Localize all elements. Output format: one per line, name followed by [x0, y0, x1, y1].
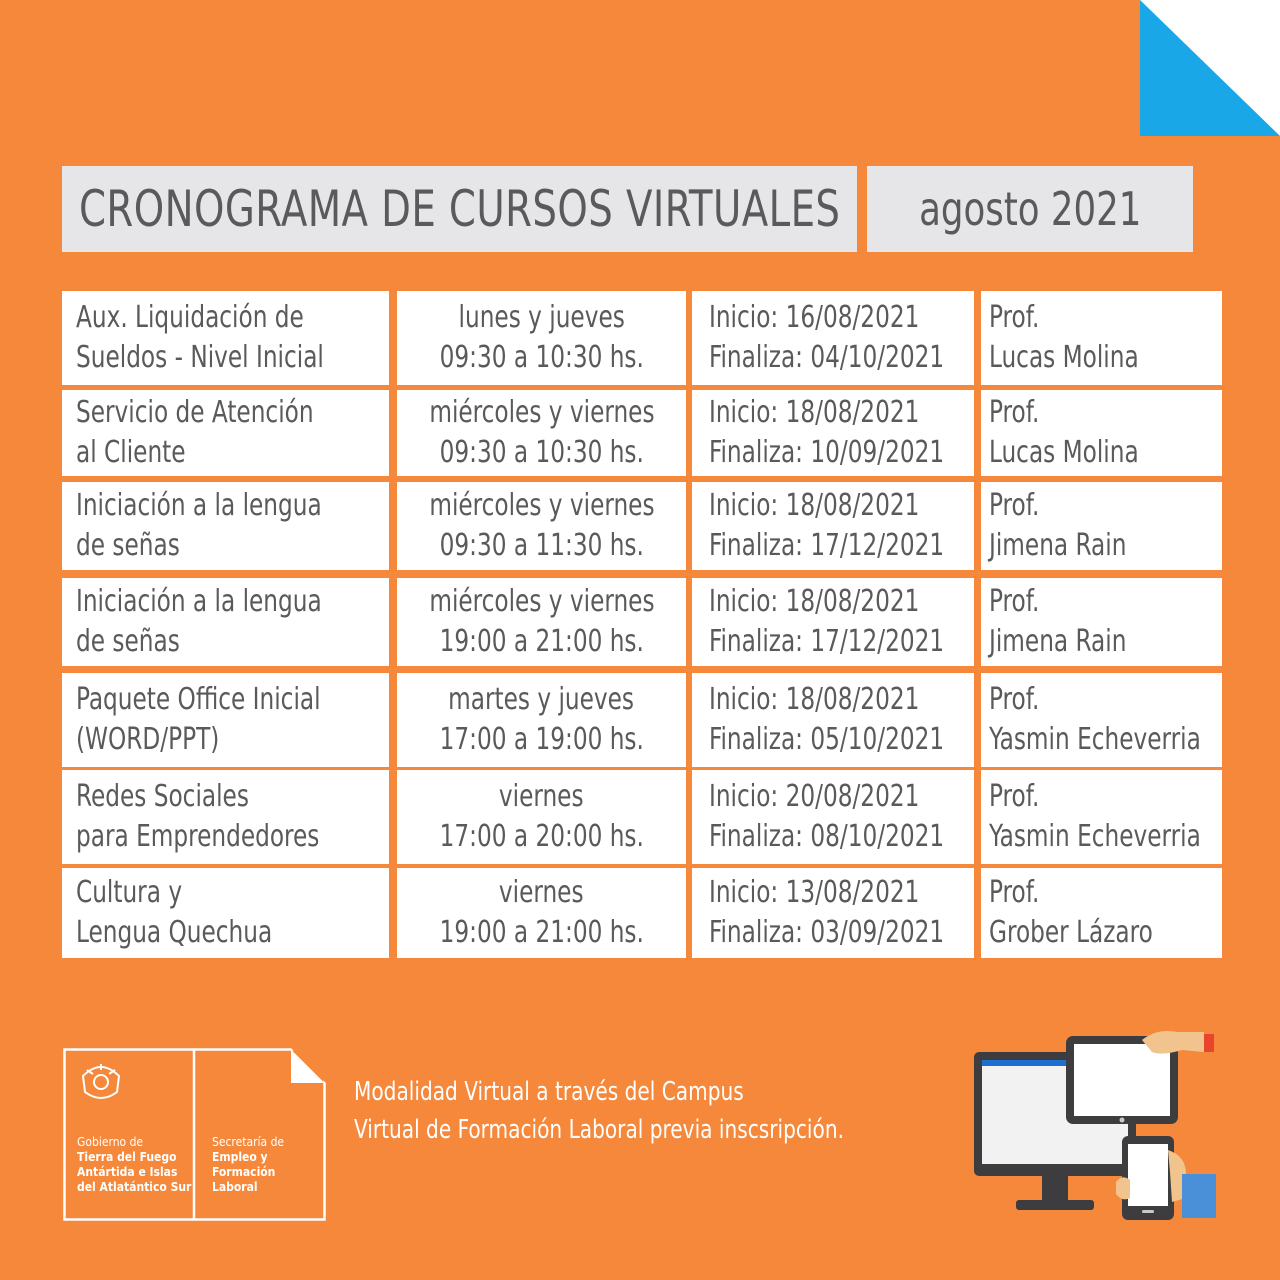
- schedule-cell: [397, 770, 686, 864]
- dates-cell-line: Inicio: 18/08/2021: [709, 584, 920, 619]
- schedule-cell-line: martes y jueves: [448, 682, 635, 717]
- teacher-cell-line: Yasmin Echeverria: [989, 722, 1201, 757]
- schedule-cell-line: 19:00 a 21:00 hs.: [439, 624, 644, 659]
- table-row: [62, 482, 1222, 570]
- teacher-cell: [981, 482, 1222, 570]
- schedule-cell-line: miércoles y viernes: [428, 395, 655, 430]
- course-name-cell-line: de señas: [76, 624, 180, 659]
- province-emblem-icon: [83, 1064, 119, 1098]
- dates-cell: [692, 673, 974, 767]
- dates-cell: [692, 291, 974, 385]
- dates-cell-line: Finaliza: 17/12/2021: [709, 624, 945, 659]
- teacher-cell: [981, 868, 1222, 958]
- schedule-cell-line: 09:30 a 10:30 hs.: [439, 340, 644, 375]
- teacher-cell-line: Jimena Rain: [989, 624, 1127, 659]
- teacher-cell-line: Prof.: [989, 300, 1040, 335]
- teacher-cell: [981, 578, 1222, 666]
- dates-cell: [692, 390, 974, 476]
- logo-text-right: Secretaría de Empleo y Formación Laboral: [212, 1135, 285, 1194]
- corner-fold-decoration: [1140, 0, 1280, 136]
- title-box: [62, 166, 857, 252]
- course-name-cell-line: Paquete Office Inicial: [76, 682, 321, 717]
- dates-cell: [692, 482, 974, 570]
- dates-cell-line: Finaliza: 08/10/2021: [709, 819, 945, 854]
- course-name-cell: [62, 390, 389, 476]
- schedule-cell-line: miércoles y viernes: [428, 584, 655, 619]
- teacher-cell-line: Prof.: [989, 779, 1040, 814]
- dates-cell: [692, 578, 974, 666]
- schedule-cell-line: 19:00 a 21:00 hs.: [439, 915, 644, 950]
- course-name-cell-line: Servicio de Atención: [76, 395, 314, 430]
- devices-illustration: [972, 1022, 1222, 1222]
- dates-cell-line: Finaliza: 04/10/2021: [709, 340, 945, 375]
- course-name-cell-line: Iniciación a la lengua: [76, 488, 322, 523]
- table-row: [62, 673, 1222, 767]
- dates-cell-line: Inicio: 16/08/2021: [709, 300, 920, 335]
- teacher-cell-line: Prof.: [989, 682, 1040, 717]
- teacher-cell-line: Yasmin Echeverria: [989, 819, 1201, 854]
- schedule-cell-line: 17:00 a 20:00 hs.: [439, 819, 644, 854]
- schedule-cell: [397, 291, 686, 385]
- table-row: [62, 390, 1222, 476]
- course-name-cell: [62, 868, 389, 958]
- course-name-cell-line: Aux. Liquidación de: [76, 300, 304, 335]
- teacher-cell-line: Grober Lázaro: [989, 915, 1153, 950]
- page-title: CRONOGRAMA DE CURSOS VIRTUALES: [78, 180, 841, 238]
- dates-cell-line: Inicio: 20/08/2021: [709, 779, 920, 814]
- logo-text-left: Gobierno de Tierra del Fuego Antártida e Islas del Atlatántico Sur: [77, 1135, 192, 1194]
- schedule-cell: [397, 578, 686, 666]
- course-name-cell-line: (WORD/PPT): [76, 722, 220, 757]
- schedule-cell: [397, 482, 686, 570]
- course-name-cell-line: Lengua Quechua: [76, 915, 273, 950]
- schedule-cell: [397, 868, 686, 958]
- course-name-cell: [62, 770, 389, 864]
- teacher-cell: [981, 673, 1222, 767]
- dates-cell-line: Inicio: 18/08/2021: [709, 395, 920, 430]
- modality-note: Modalidad Virtual a través del Campus Virtual de Formación Laboral previa inscsripción.: [354, 1077, 844, 1145]
- course-name-cell-line: al Cliente: [76, 435, 186, 470]
- course-name-cell: [62, 578, 389, 666]
- schedule-cell-line: miércoles y viernes: [428, 488, 655, 523]
- dates-cell-line: Finaliza: 10/09/2021: [709, 435, 945, 470]
- teacher-cell-line: Lucas Molina: [989, 340, 1139, 375]
- schedule-cell-line: viernes: [499, 779, 584, 814]
- schedule-cell: [397, 673, 686, 767]
- course-name-cell-line: Sueldos - Nivel Inicial: [76, 340, 324, 375]
- month-box: [867, 166, 1193, 252]
- teacher-cell: [981, 770, 1222, 864]
- dates-cell-line: Finaliza: 05/10/2021: [709, 722, 945, 757]
- schedule-cell-line: 09:30 a 11:30 hs.: [439, 528, 644, 563]
- dates-cell-line: Finaliza: 17/12/2021: [709, 528, 945, 563]
- schedule-cell-line: lunes y jueves: [458, 300, 625, 335]
- table-row: [62, 770, 1222, 864]
- course-name-cell-line: Cultura y: [76, 875, 183, 910]
- schedule-cell-line: 17:00 a 19:00 hs.: [439, 722, 644, 757]
- dates-cell: [692, 770, 974, 864]
- dates-cell-line: Finaliza: 03/09/2021: [709, 915, 945, 950]
- course-name-cell-line: Iniciación a la lengua: [76, 584, 322, 619]
- teacher-cell: [981, 390, 1222, 476]
- teacher-cell-line: Prof.: [989, 488, 1040, 523]
- teacher-cell: [981, 291, 1222, 385]
- teacher-cell-line: Lucas Molina: [989, 435, 1139, 470]
- table-row: [62, 868, 1222, 958]
- course-name-cell: [62, 482, 389, 570]
- course-name-cell-line: Redes Sociales: [76, 779, 249, 814]
- teacher-cell-line: Jimena Rain: [989, 528, 1127, 563]
- teacher-cell-line: Prof.: [989, 875, 1040, 910]
- month-label: agosto 2021: [918, 182, 1142, 236]
- dates-cell-line: Inicio: 13/08/2021: [709, 875, 920, 910]
- table-row: [62, 291, 1222, 385]
- dates-cell: [692, 868, 974, 958]
- course-name-cell-line: para Emprendedores: [76, 819, 320, 854]
- dates-cell-line: Inicio: 18/08/2021: [709, 488, 920, 523]
- schedule-cell: [397, 390, 686, 476]
- course-name-cell-line: de señas: [76, 528, 180, 563]
- table-row: [62, 578, 1222, 666]
- course-name-cell: [62, 673, 389, 767]
- teacher-cell-line: Prof.: [989, 395, 1040, 430]
- course-name-cell: [62, 291, 389, 385]
- dates-cell-line: Inicio: 18/08/2021: [709, 682, 920, 717]
- schedule-cell-line: 09:30 a 10:30 hs.: [439, 435, 644, 470]
- teacher-cell-line: Prof.: [989, 584, 1040, 619]
- schedule-cell-line: viernes: [499, 875, 584, 910]
